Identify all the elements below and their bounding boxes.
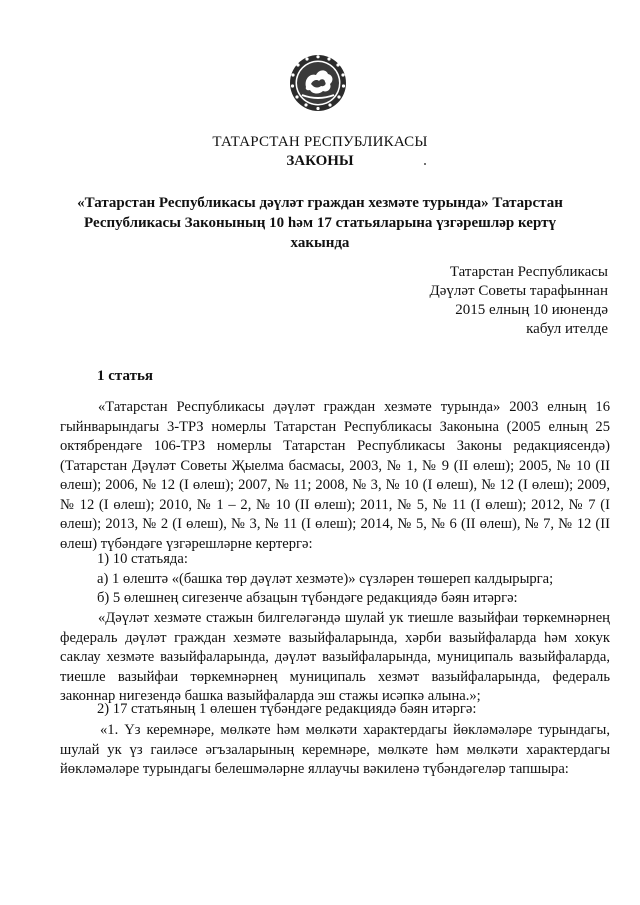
item-2: 2) 17 статьяның 1 өлешен түбәндәге редакциядә бәян итәргә:: [97, 701, 477, 717]
quoted-paragraph-1: «Дәүләт хезмәте стажын билгеләгәндә шулай ук тиешле вазыйфаи төркемнәрнең федераль дәүләт граждан хезмәте вазыйфаларында, хәрби вазыйфаларда һәм хокук саклау хезмәте вазыйфаларында, дәүләт вазыйфаларында, муниципаль вазыйфаларда, тиешле вазыйфаи төркемнәрнең муниципаль хезмәт вазыйфаларында, федераль законнар нигезендә башка вазыйфаларда эш стажы исәпкә алына.»;: [60, 610, 610, 704]
coat-of-arms-icon: [288, 53, 348, 113]
header-law: ЗАКОНЫ: [286, 153, 354, 169]
quoted-paragraph-2: «1. Үз керемнәре, мөлкәте һәм мөлкәти характердагы йөкләмәләре турындагы, шулай ук үз гаиләсе әгъзаларының керемнәре, мөлкәте һәм мөлкәти характердагы йөкләмәләре турындагы белешмәләрне яллаучы вәкиленә түбәндәгеләр тапшыра:: [60, 722, 610, 777]
article-intro-paragraph: «Татарстан Республикасы дәүләт граждан хезмәте турында» 2003 елның 16 гыйнварындагы 3-ТРЗ номерлы Татарстан Республикасы Законына (2005 елның 25 октябрендәге 106-ТРЗ номерлы Татарстан Республикасы Законы редакциясендә) (Татарстан Дәүләт Советы Җыелма басмасы, 2003, № 1, № 9 (II өлеш); 2005, № 10 (II өлеш); 2006, № 12 (I өлеш); 2007, № 11; 2008, № 3, № 10 (I өлеш), № 12 (I өлеш); 2009, № 12 (I өлеш); 2010, № 1 – 2, № 10 (II өлеш); 2011, № 5, № 11 (I өлеш); 2012, № 7 (I өлеш); 2013, № 2 (I өлеш), № 3, № 11 (I өлеш); 2014, № 5, № 6 (II өлеш), № 7, № 12 (II өлеш) түбәндәге үзгәрешләрне кертергә:: [60, 399, 610, 552]
adoption-line-1: Татарстан Республикасы: [449, 264, 608, 280]
item-1: 1) 10 статьяда:: [97, 551, 188, 567]
document-title: «Татарстан Республикасы дәүләт граждан хезмәте турында» Татарстан Республикасы Законының 10 һәм 17 статьяларына үзгәрешләр кертү хакында: [77, 195, 563, 251]
item-1b: б) 5 өлешнең сигезенче абзацын түбәндәге редакциядә бәян итәргә:: [97, 590, 518, 606]
adoption-block: [380, 263, 608, 339]
scan-dot: [424, 163, 426, 165]
header-republic: ТАТАРСТАН РЕСПУБЛИКАСЫ: [212, 134, 428, 150]
adoption-line-4: кабул ителде: [526, 321, 608, 337]
adoption-line-2: Дәүләт Советы тарафыннан: [429, 283, 608, 299]
item-1a: а) 1 өлештә «(башка төр дәүләт хезмәте)» сүзләрен төшереп калдырырга;: [97, 571, 554, 587]
adoption-line-3: 2015 елның 10 июнендә: [455, 302, 608, 318]
article-heading: 1 статья: [97, 368, 153, 384]
